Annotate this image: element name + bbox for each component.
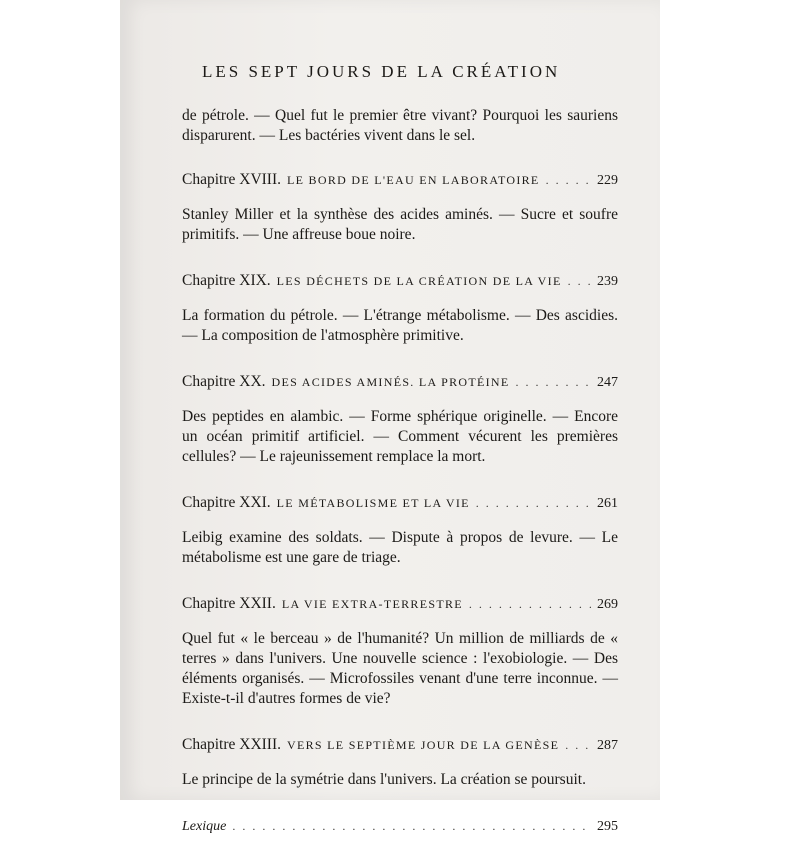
chapter-title: VERS LE SEPTIÈME JOUR DE LA GENÈSE bbox=[287, 738, 560, 752]
chapter-label: Chapitre XX. bbox=[182, 373, 266, 390]
chapter-summary: Quel fut « le berceau » de l'humanité? Un million de milliards de « terres » dans l'univers. Une nouvelle science : l'exobiologie. — Des éléments organisés. — Microfossiles venant d'une terre inconnue. — Existe-t-il d'autres formes de vie? bbox=[182, 630, 618, 707]
chapter-title: LE BORD DE L'EAU EN LABORATOIRE bbox=[287, 173, 540, 187]
table-of-contents bbox=[182, 106, 618, 851]
leader-dots bbox=[568, 271, 591, 291]
page-number: 239 bbox=[597, 274, 618, 289]
chapter-title: LE MÉTABOLISME ET LA VIE bbox=[276, 496, 470, 510]
intro-summary: de pétrole. — Quel fut le premier être vivant? Pourquoi les sauriens disparurent. — Les bactéries vivent dans le sel. bbox=[182, 107, 618, 144]
page-number: 247 bbox=[597, 375, 618, 390]
chapter-label: Chapitre XXIII. bbox=[182, 736, 281, 753]
page-number: 287 bbox=[597, 738, 618, 753]
leader-dots bbox=[232, 816, 591, 836]
page-number: 295 bbox=[597, 819, 618, 834]
chapter-summary: La formation du pétrole. — L'étrange métabolisme. — Des ascidies. — La composition de l'atmosphère primitive. bbox=[182, 307, 618, 344]
chapter-label: Chapitre XIX. bbox=[182, 272, 271, 289]
leader-dots bbox=[565, 735, 591, 755]
chapter-label: Chapitre XXII. bbox=[182, 595, 276, 612]
running-header: LES SEPT JOURS DE LA CRÉATION bbox=[202, 62, 561, 81]
page-number: 269 bbox=[597, 597, 618, 612]
chapter-label: Chapitre XVIII. bbox=[182, 171, 281, 188]
toc-entry-lexique bbox=[182, 816, 618, 837]
page-number: 261 bbox=[597, 496, 618, 511]
leader-dots bbox=[546, 170, 591, 190]
chapter-summary: Des peptides en alambic. — Forme sphérique originelle. — Encore un océan primitif artificiel. — Comment vécurent les premières cellules? — Le rajeunissement remplace la mort. bbox=[182, 408, 618, 465]
leader-dots bbox=[469, 594, 591, 614]
toc-entry-xxii bbox=[182, 594, 618, 615]
leader-dots bbox=[516, 372, 591, 392]
toc-entry-xx bbox=[182, 372, 618, 393]
toc-entry-xxiii bbox=[182, 735, 618, 756]
toc-entry-xix bbox=[182, 271, 618, 292]
chapter-label: Chapitre XXI. bbox=[182, 494, 271, 511]
chapter-title: LA VIE EXTRA-TERRESTRE bbox=[281, 597, 463, 611]
book-page bbox=[120, 0, 660, 834]
chapter-summary: Leibig examine des soldats. — Dispute à propos de levure. — Le métabolisme est une gare de triage. bbox=[182, 529, 618, 566]
toc-entry-xviii bbox=[182, 170, 618, 191]
toc-entry-xxi bbox=[182, 493, 618, 514]
chapter-title: LES DÉCHETS DE LA CRÉATION DE LA VIE bbox=[276, 274, 562, 288]
chapter-summary: Stanley Miller et la synthèse des acides aminés. — Sucre et soufre primitifs. — Une affreuse boue noire. bbox=[182, 206, 618, 243]
page-number: 229 bbox=[597, 173, 618, 188]
chapter-summary: Le principe de la symétrie dans l'univers. La création se poursuit. bbox=[182, 771, 586, 788]
leader-dots bbox=[476, 493, 591, 513]
lexique-label: Lexique bbox=[182, 819, 227, 834]
chapter-title: DES ACIDES AMINÉS. LA PROTÉINE bbox=[271, 375, 510, 389]
